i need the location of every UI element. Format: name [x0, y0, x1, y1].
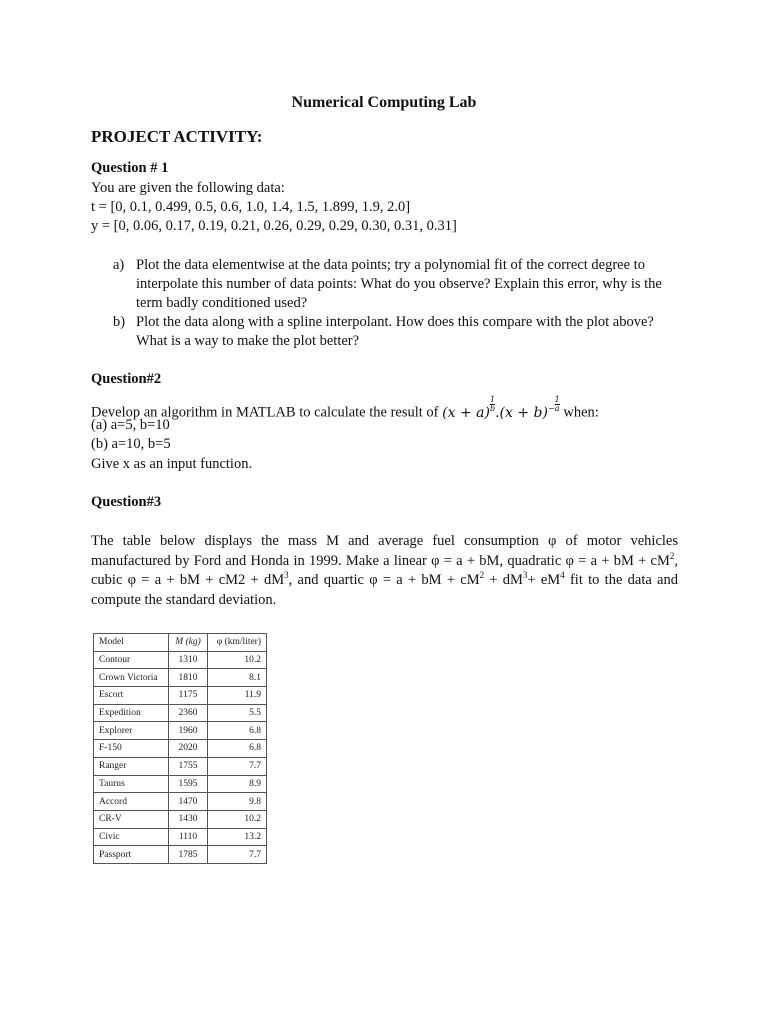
exponent-a-numerator: 1: [489, 395, 496, 404]
question-3-title: Question#3: [91, 494, 162, 510]
table-row: [94, 757, 267, 775]
exponent-a-denominator: b: [489, 404, 496, 413]
cell-model: Contour: [94, 651, 169, 669]
list-item-text: Plot the data along with a spline interpolant. How does this compare with the plot above? What is a way to make the plot better?: [136, 314, 654, 349]
cell-model: Accord: [94, 793, 169, 811]
cell-consumption: 8.1: [208, 669, 267, 687]
superscript: 2: [479, 570, 485, 581]
formula-term-a: (x + a): [442, 404, 490, 421]
question-3-paragraph: [91, 532, 678, 610]
section-heading: PROJECT ACTIVITY:: [91, 127, 263, 146]
table-row: [94, 810, 267, 828]
question-2-tail: when:: [563, 404, 599, 421]
cell-model: Explorer: [94, 722, 169, 740]
table-row: [94, 846, 267, 864]
list-item: [113, 313, 683, 351]
cell-model: Passport: [94, 846, 169, 864]
question-2-title: Question#2: [91, 371, 162, 387]
cell-mass: 1785: [169, 846, 208, 864]
cell-model: Ranger: [94, 757, 169, 775]
cell-consumption: 7.7: [208, 846, 267, 864]
cell-model: Expedition: [94, 704, 169, 722]
list-item: [113, 256, 683, 313]
cell-consumption: 5.5: [208, 704, 267, 722]
document-title: Numerical Computing Lab: [291, 94, 477, 111]
cell-mass: 1595: [169, 775, 208, 793]
table-row: [94, 687, 267, 705]
column-header-model: Model: [94, 634, 169, 652]
paragraph-text: The table below displays the mass M and average fuel consumption φ of motor vehicles manufactured by Ford and Honda in 1999. Make a linear φ = a + bM, quadratic φ = a + bM + cM: [91, 533, 678, 569]
exponent-b-numerator: 1: [554, 395, 560, 404]
vehicle-data-table: [93, 633, 267, 864]
cell-model: Civic: [94, 828, 169, 846]
y-data-line: y = [0, 0.06, 0.17, 0.19, 0.21, 0.26, 0.29, 0.29, 0.30, 0.31, 0.31]: [91, 218, 457, 234]
superscript: 3: [284, 570, 289, 581]
question-1-intro: You are given the following data:: [91, 180, 285, 196]
cell-consumption: 9.8: [208, 793, 267, 811]
table-row: [94, 651, 267, 669]
cell-consumption: 10.2: [208, 810, 267, 828]
t-data-line: t = [0, 0.1, 0.499, 0.5, 0.6, 1.0, 1.4, 1.5, 1.899, 1.9, 2.0]: [91, 199, 411, 215]
cell-consumption: 11.9: [208, 687, 267, 705]
cell-mass: 2360: [169, 704, 208, 722]
list-item-text: Plot the data elementwise at the data points; try a polynomial fit of the correct degree to interpolate this number of data points: What do you observe? Explain this error, why is the term badly conditioned used?: [136, 257, 662, 311]
paragraph-text: , cubic φ = a + bM + cM2 + dM: [91, 552, 678, 588]
cell-mass: 1310: [169, 651, 208, 669]
paragraph-text: , and quartic φ = a + bM + cM: [288, 572, 480, 588]
table-row: [94, 669, 267, 687]
table-row: [94, 722, 267, 740]
exponent-fraction-b: [555, 396, 560, 413]
cell-model: Taurus: [94, 775, 169, 793]
formula: [442, 395, 560, 421]
case-a: (a) a=5, b=10: [91, 417, 170, 433]
cell-mass: 1810: [169, 669, 208, 687]
cell-mass: 2020: [169, 740, 208, 758]
question-2-note: Give x as an input function.: [91, 456, 253, 472]
list-marker: b): [113, 314, 126, 330]
cell-consumption: 6.8: [208, 740, 267, 758]
cell-mass: 1470: [169, 793, 208, 811]
formula-dot: .: [495, 404, 500, 421]
paragraph-text: fit to the data and compute the standard deviation.: [91, 572, 678, 608]
table-row: [94, 828, 267, 846]
cell-model: CR-V: [94, 810, 169, 828]
table-row: [94, 775, 267, 793]
column-header-mass: M (kg): [169, 634, 208, 652]
cell-mass: 1960: [169, 722, 208, 740]
list-marker: a): [113, 257, 125, 273]
cell-mass: 1755: [169, 757, 208, 775]
table-row: [94, 793, 267, 811]
cell-consumption: 6.8: [208, 722, 267, 740]
cell-model: Escort: [94, 687, 169, 705]
case-b: (b) a=10, b=5: [91, 436, 171, 452]
table-row: [94, 740, 267, 758]
paragraph-text: + eM: [527, 572, 561, 588]
superscript: 2: [669, 550, 675, 561]
superscript: 3: [522, 570, 528, 581]
question-2-lead: Develop an algorithm in MATLAB to calculate the result of: [91, 404, 439, 421]
cell-model: F-150: [94, 740, 169, 758]
exponent-b-sign: −: [547, 404, 555, 413]
formula-term-b: (x + b): [499, 404, 548, 421]
cell-consumption: 10.2: [208, 651, 267, 669]
cell-mass: 1175: [169, 687, 208, 705]
cell-consumption: 13.2: [208, 828, 267, 846]
question-1-title: Question # 1: [91, 160, 169, 176]
cell-consumption: 8.9: [208, 775, 267, 793]
exponent-b-denominator: a: [554, 404, 560, 413]
paragraph-text: + dM: [484, 572, 523, 588]
table-row: [94, 704, 267, 722]
question-1-list: [113, 256, 683, 351]
cell-mass: 1110: [169, 828, 208, 846]
column-header-consumption: φ (km/liter): [208, 634, 267, 652]
cell-mass: 1430: [169, 810, 208, 828]
superscript: 4: [560, 570, 565, 581]
table-header-row: [94, 634, 267, 652]
cell-consumption: 7.7: [208, 757, 267, 775]
cell-model: Crown Victoria: [94, 669, 169, 687]
